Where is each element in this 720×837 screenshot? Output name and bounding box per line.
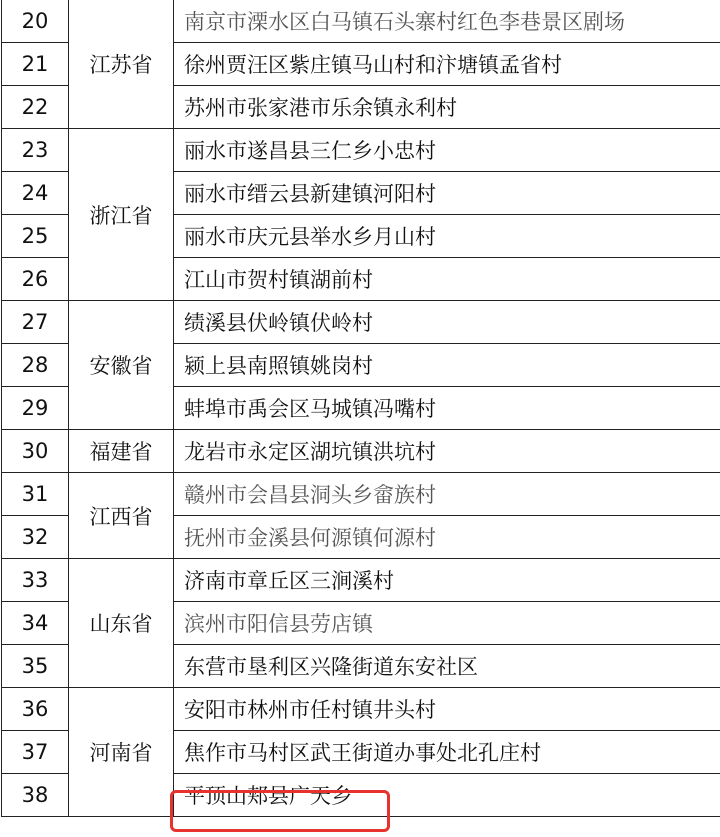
- table-row: [2, 129, 720, 172]
- village-name-cell: 抚州市金溪县何源镇何源村: [174, 516, 720, 559]
- village-name-cell: 丽水市遂昌县三仁乡小忠村: [174, 129, 720, 172]
- village-name-cell: 丽水市庆元县举水乡月山村: [174, 215, 720, 258]
- village-name-cell: 徐州贾汪区紫庄镇马山村和汴塘镇孟省村: [174, 43, 720, 86]
- table-row: [2, 559, 720, 602]
- row-number: 28: [2, 344, 69, 387]
- table-row: [2, 430, 720, 473]
- village-name-cell: 赣州市会昌县洞头乡畲族村: [174, 473, 720, 516]
- table-row: [2, 473, 720, 516]
- village-list-table: [1, 0, 720, 817]
- province-cell: 江西省: [69, 473, 174, 559]
- row-number: 23: [2, 129, 69, 172]
- province-cell: 浙江省: [69, 129, 174, 301]
- table-row: [2, 688, 720, 731]
- row-number: 30: [2, 430, 69, 473]
- village-name-cell: 焦作市马村区武王街道办事处北孔庄村: [174, 731, 720, 774]
- row-number: 37: [2, 731, 69, 774]
- province-cell: 江苏省: [69, 0, 174, 129]
- village-name-cell: 安阳市林州市任村镇井头村: [174, 688, 720, 731]
- row-number: 33: [2, 559, 69, 602]
- village-name-cell: 龙岩市永定区湖坑镇洪坑村: [174, 430, 720, 473]
- row-number: 21: [2, 43, 69, 86]
- province-cell: 河南省: [69, 688, 174, 817]
- row-number: 29: [2, 387, 69, 430]
- village-name-cell: 颍上县南照镇姚岗村: [174, 344, 720, 387]
- row-number: 35: [2, 645, 69, 688]
- row-number: 25: [2, 215, 69, 258]
- row-number: 24: [2, 172, 69, 215]
- table-row: [2, 301, 720, 344]
- village-name-cell: 东营市垦利区兴隆街道东安社区: [174, 645, 720, 688]
- row-number: 32: [2, 516, 69, 559]
- table-row: [2, 0, 720, 43]
- village-name-cell: 蚌埠市禹会区马城镇冯嘴村: [174, 387, 720, 430]
- row-number: 36: [2, 688, 69, 731]
- table-body: [2, 0, 720, 817]
- village-name-cell: 苏州市张家港市乐余镇永利村: [174, 86, 720, 129]
- row-number: 22: [2, 86, 69, 129]
- village-name-cell: 江山市贺村镇湖前村: [174, 258, 720, 301]
- row-number: 26: [2, 258, 69, 301]
- province-cell: 福建省: [69, 430, 174, 473]
- village-name-cell: 南京市溧水区白马镇石头寨村红色李巷景区剧场: [174, 0, 720, 43]
- village-name-cell: 济南市章丘区三涧溪村: [174, 559, 720, 602]
- highlight-box: [170, 790, 390, 832]
- row-number: 34: [2, 602, 69, 645]
- row-number: 27: [2, 301, 69, 344]
- province-cell: 山东省: [69, 559, 174, 688]
- row-number: 31: [2, 473, 69, 516]
- village-name-cell: 丽水市缙云县新建镇河阳村: [174, 172, 720, 215]
- row-number: 38: [2, 774, 69, 817]
- province-cell: 安徽省: [69, 301, 174, 430]
- village-name-cell: 滨州市阳信县劳店镇: [174, 602, 720, 645]
- village-name-cell: 绩溪县伏岭镇伏岭村: [174, 301, 720, 344]
- village-name-cell: 平顶山郏县广天乡: [174, 774, 720, 817]
- row-number: 20: [2, 0, 69, 43]
